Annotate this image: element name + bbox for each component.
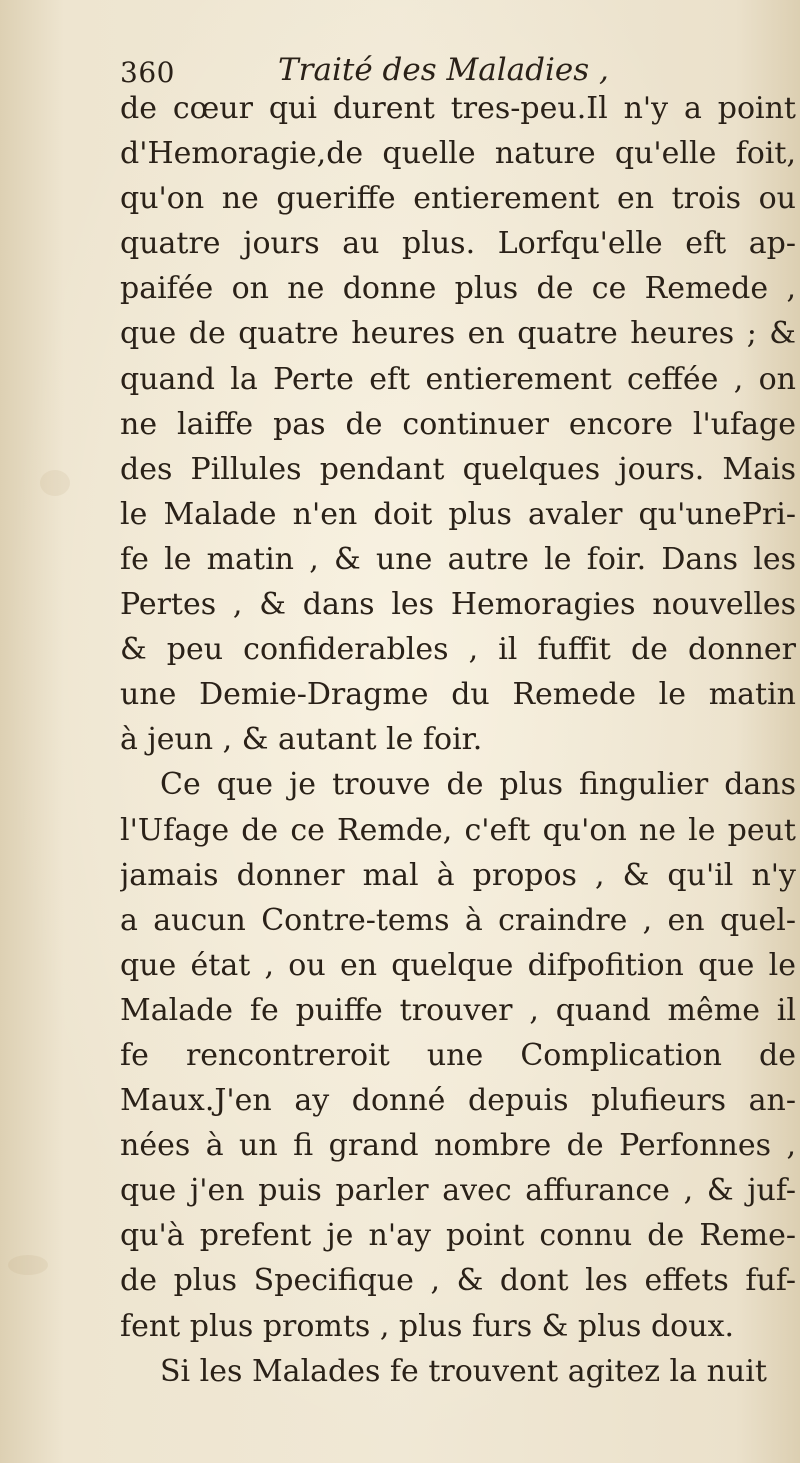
paper-stain — [8, 1255, 48, 1275]
text-line: Pertes , & dans les Hemoragies nouvelles — [120, 587, 796, 623]
text-line: le Malade n'en doit plus avaler qu'unePri- — [120, 496, 796, 532]
text-line: fent plus promts , plus furs & plus doux. — [120, 1308, 735, 1344]
text-line: fe rencontreroit une Complication de — [120, 1037, 796, 1073]
text-line: qu'à prefent je n'ay point connu de Reme- — [120, 1218, 796, 1254]
body-text — [120, 86, 796, 1394]
text-line: quand la Perte eft entierement ceffée , on — [120, 361, 796, 397]
running-head: Traité des Maladies , — [278, 52, 609, 88]
text-line: Maux.J'en ay donné depuis plufieurs an- — [120, 1083, 796, 1119]
text-line: une Demie-Dragme du Remede le matin — [120, 677, 796, 713]
text-line: qu'on ne gueriffe entierement en trois ou — [120, 181, 796, 217]
paper-stain — [40, 470, 70, 496]
text-line: a aucun Contre-tems à craindre , en quel- — [120, 902, 796, 938]
text-line: de cœur qui durent tres-peu.Il n'y a point — [120, 91, 796, 126]
text-line: à jeun , & autant le foir. — [120, 722, 483, 758]
text-line: Malade fe puiffe trouver , quand même il — [120, 992, 796, 1028]
text-line: que état , ou en quelque difpofition que le — [120, 947, 796, 983]
text-line: nées à un fi grand nombre de Perfonnes , — [120, 1128, 796, 1164]
text-line: jamais donner mal à propos , & qu'il n'y — [120, 857, 796, 893]
text-line: que de quatre heures en quatre heures ; & — [120, 316, 796, 352]
text-line: fe le matin , & une autre le foir. Dans les — [120, 541, 796, 577]
text-line: quatre jours au plus. Lorfqu'elle eft ap- — [120, 226, 796, 262]
text-line: l'Ufage de ce Remde, c'eft qu'on ne le peut — [120, 812, 796, 848]
text-line: des Pillules pendant quelques jours. Mais — [120, 451, 796, 487]
text-line: de plus Specifique , & dont les effets fuf- — [120, 1263, 796, 1299]
page-number: 360 — [120, 56, 175, 89]
text-line: ne laiffe pas de continuer encore l'ufage — [120, 406, 796, 442]
text-line: Si les Malades fe trouvent agitez la nuit — [160, 1353, 767, 1389]
text-line: paifée on ne donne plus de ce Remede , — [120, 271, 796, 307]
text-line: & peu confiderables , il fuffit de donner — [120, 632, 796, 668]
text-line: que j'en puis parler avec affurance , & juf- — [120, 1173, 796, 1209]
text-line: d'Hemoragie,de quelle nature qu'elle foit, — [120, 136, 796, 172]
text-line: Ce que je trouve de plus fingulier dans — [160, 767, 796, 803]
